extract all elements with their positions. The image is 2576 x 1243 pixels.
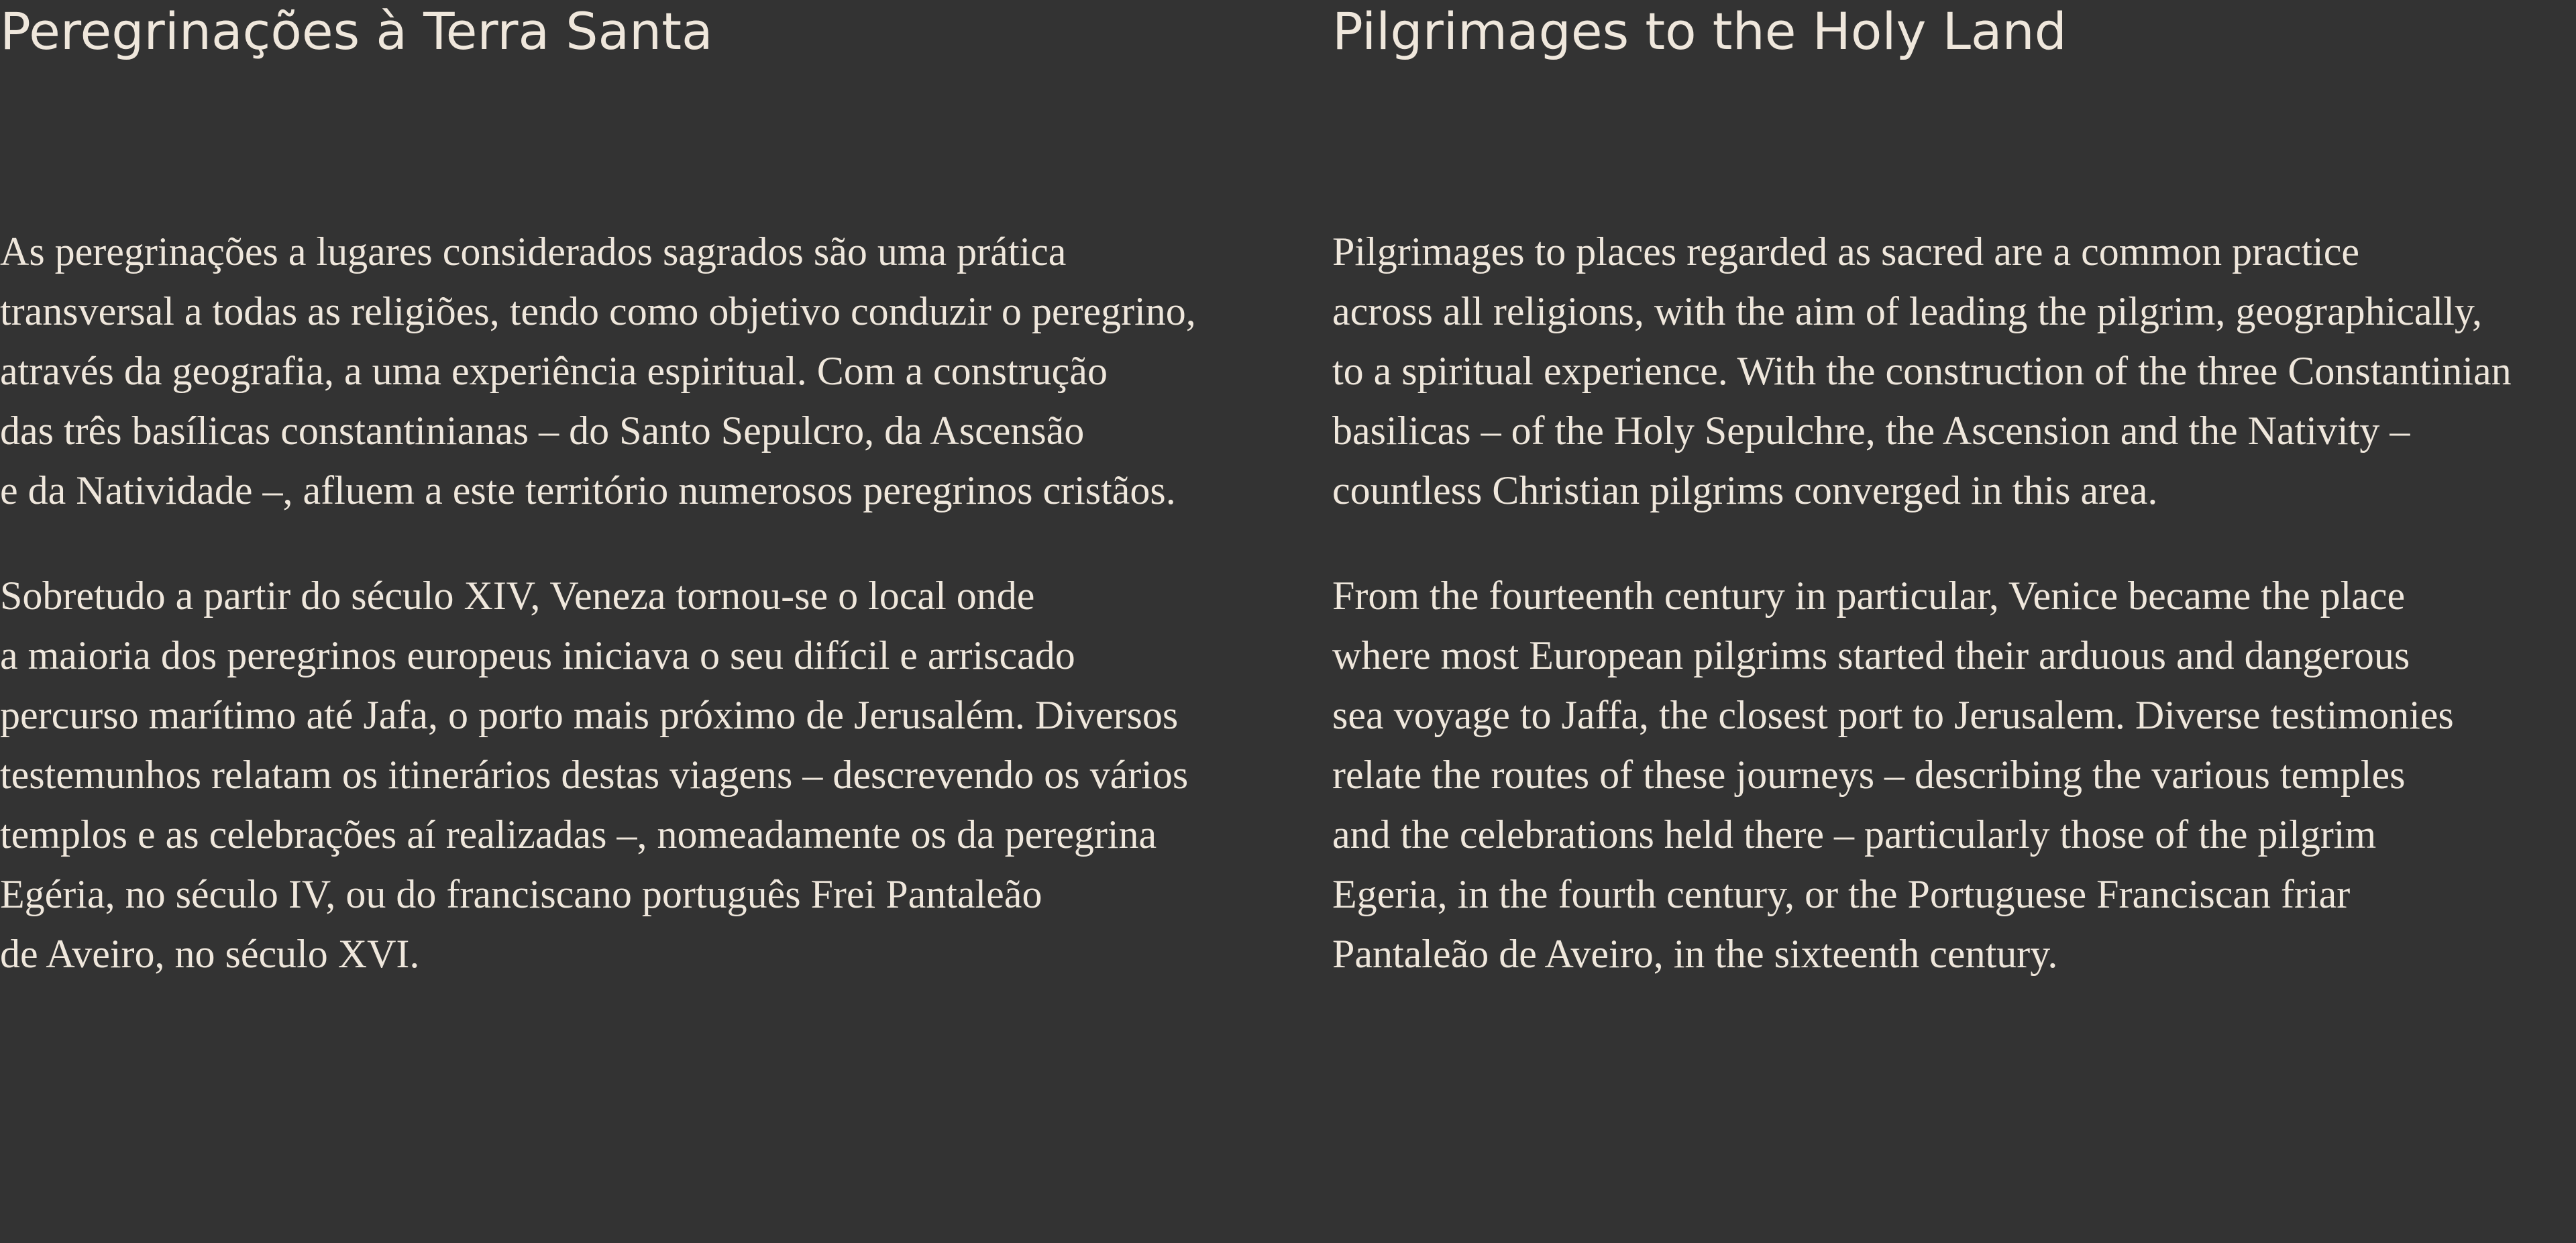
text-line: transversal a todas as religiões, tendo como objetivo conduzir o peregrino, (0, 289, 1196, 333)
text-line: Pilgrimages to places regarded as sacred are a common practice (1332, 229, 2359, 274)
text-line: através da geografia, a uma experiência espiritual. Com a construção (0, 349, 1108, 393)
english-paragraph-2 (1332, 566, 2512, 984)
text-line: From the fourteenth century in particular, Venice became the place (1332, 574, 2406, 618)
text-line: e da Natividade –, afluem a este território numerosos peregrinos cristãos. (0, 468, 1176, 512)
text-line: across all religions, with the aim of leading the pilgrim, geographically, (1332, 289, 2482, 333)
text-line: and the celebrations held there – particularly those of the pilgrim (1332, 812, 2377, 857)
text-line: As peregrinações a lugares considerados sagrados são uma prática (0, 229, 1067, 274)
portuguese-paragraph-1 (0, 222, 1196, 521)
english-paragraph-1 (1332, 222, 2512, 521)
text-line: templos e as celebrações aí realizadas –, nomeadamente os da peregrina (0, 812, 1157, 857)
portuguese-paragraph-2 (0, 566, 1196, 984)
english-column (1332, 0, 2576, 976)
text-line: relate the routes of these journeys – describing the various temples (1332, 753, 2406, 797)
text-line: basilicas – of the Holy Sepulchre, the Ascension and the Nativity – (1332, 409, 2410, 453)
text-line: Pantaleão de Aveiro, in the sixteenth century. (1332, 932, 2058, 976)
portuguese-title: Peregrinações à Terra Santa (0, 1, 713, 61)
text-line: de Aveiro, no século XVI. (0, 932, 420, 976)
text-line: a maioria dos peregrinos europeus iniciava o seu difícil e arriscado (0, 633, 1075, 678)
text-line: sea voyage to Jaffa, the closest port to Jerusalem. Diverse testimonies (1332, 693, 2454, 737)
english-title: Pilgrimages to the Holy Land (1332, 1, 2067, 61)
text-line: testemunhos relatam os itinerários destas viagens – descrevendo os vários (0, 753, 1189, 797)
text-line: percurso marítimo até Jafa, o porto mais próximo de Jerusalém. Diversos (0, 693, 1179, 737)
portuguese-column (0, 0, 1275, 976)
text-line: Egéria, no século IV, ou do franciscano português Frei Pantaleão (0, 872, 1042, 916)
text-line: countless Christian pilgrims converged in this area. (1332, 468, 2158, 512)
text-line: Egeria, in the fourth century, or the Portuguese Franciscan friar (1332, 872, 2351, 916)
text-line: Sobretudo a partir do século XIV, Veneza tornou-se o local onde (0, 574, 1035, 618)
text-line: to a spiritual experience. With the construction of the three Constantinian (1332, 349, 2512, 393)
text-line: where most European pilgrims started their arduous and dangerous (1332, 633, 2410, 678)
portuguese-body (0, 222, 1196, 1030)
text-line: das três basílicas constantinianas – do Santo Sepulcro, da Ascensão (0, 409, 1085, 453)
english-body (1332, 222, 2512, 1030)
